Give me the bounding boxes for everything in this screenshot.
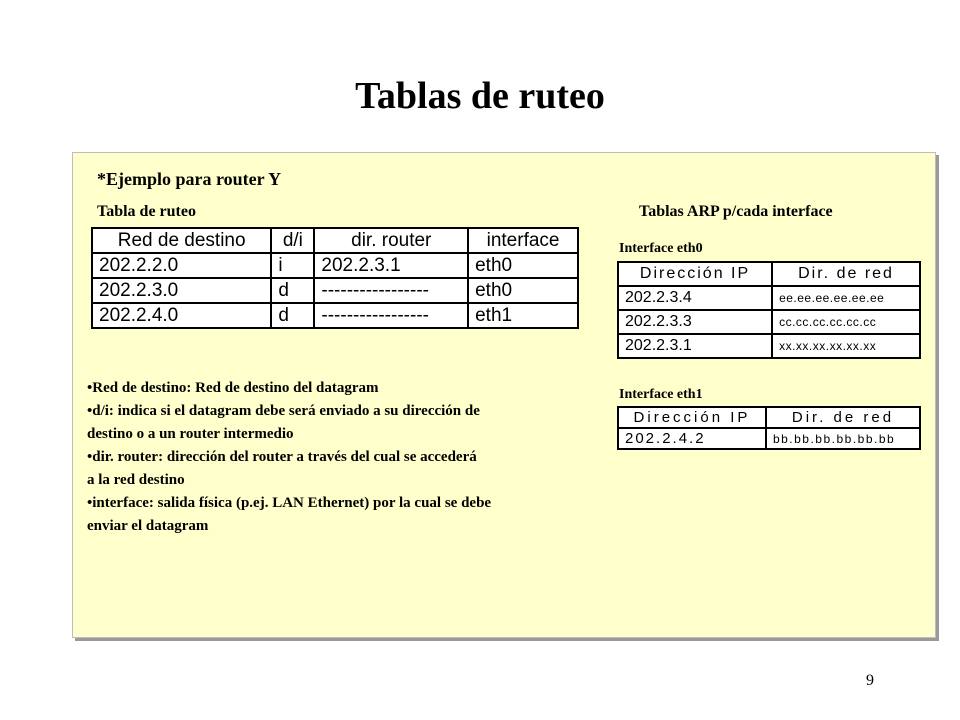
table-cell: d	[271, 303, 314, 328]
content-panel	[72, 152, 936, 638]
table-cell: 202.2.2.0	[92, 253, 271, 278]
example-heading: *Ejemplo para router Y	[97, 169, 282, 189]
arp-eth1-header-row	[618, 407, 920, 428]
table-cell: eth0	[468, 278, 578, 303]
routing-col-header: d/i	[271, 228, 314, 253]
routing-col-header: interface	[468, 228, 578, 253]
table-cell: cc.cc.cc.cc.cc.cc	[772, 310, 920, 334]
arp-eth0-header-row	[618, 262, 920, 286]
routing-table-label: Tabla de ruteo	[97, 203, 196, 220]
table-row	[618, 310, 920, 334]
table-cell: eth1	[468, 303, 578, 328]
list-item	[87, 400, 607, 446]
table-cell: 202.2.3.3	[618, 310, 772, 334]
table-cell: 202.2.3.1	[618, 334, 772, 358]
list-item-continuation: destino o a un router intermedio	[87, 426, 294, 442]
table-cell: xx.xx.xx.xx.xx.xx	[772, 334, 920, 358]
arp-table-eth1	[617, 406, 921, 450]
table-cell: i	[271, 253, 314, 278]
table-cell: 202.2.3.1	[314, 253, 468, 278]
routing-table	[91, 227, 579, 329]
table-cell: -----------------	[314, 303, 468, 328]
table-row	[92, 253, 578, 278]
arp-col-header: Dir. de red	[772, 262, 920, 286]
table-cell: bb.bb.bb.bb.bb.bb	[766, 428, 920, 449]
table-cell: ee.ee.ee.ee.ee.ee	[772, 286, 920, 310]
arp-table-eth0	[617, 261, 921, 359]
slide-title: Tablas de ruteo	[355, 75, 605, 117]
arp-col-header: Dirección IP	[618, 262, 772, 286]
arp-tables-label: Tablas ARP p/cada interface	[639, 203, 833, 220]
routing-col-header: Red de destino	[92, 228, 271, 253]
list-item-continuation: a la red destino	[87, 472, 185, 488]
list-item-text: •d/i: indica si el datagram debe será enviado a su dirección de	[87, 403, 480, 419]
table-row	[618, 286, 920, 310]
table-cell: 202.2.3.0	[92, 278, 271, 303]
arp-eth1-label: Interface eth1	[619, 387, 703, 402]
list-item	[87, 377, 607, 400]
routing-table-header-row	[92, 228, 578, 253]
list-item-text: •Red de destino: Red de destino del datagram	[87, 380, 379, 396]
table-row	[618, 428, 920, 449]
arp-col-header: Dir. de red	[766, 407, 920, 428]
table-cell: -----------------	[314, 278, 468, 303]
list-item	[87, 446, 607, 492]
table-cell: 202.2.4.2	[618, 428, 766, 449]
table-row	[618, 334, 920, 358]
page-number: 9	[866, 672, 874, 689]
table-row	[92, 278, 578, 303]
arp-eth0-label: Interface eth0	[619, 241, 703, 256]
table-cell: eth0	[468, 253, 578, 278]
table-cell: 202.2.4.0	[92, 303, 271, 328]
list-item-text: •dir. router: dirección del router a través del cual se accederá	[87, 449, 477, 465]
arp-col-header: Dirección IP	[618, 407, 766, 428]
list-item-text: •interface: salida física (p.ej. LAN Ethernet) por la cual se debe	[87, 495, 492, 511]
list-item-continuation: enviar el datagram	[87, 518, 209, 534]
table-cell: d	[271, 278, 314, 303]
definitions-list	[87, 377, 607, 538]
list-item	[87, 492, 607, 538]
routing-col-header: dir. router	[314, 228, 468, 253]
table-row	[92, 303, 578, 328]
table-cell: 202.2.3.4	[618, 286, 772, 310]
